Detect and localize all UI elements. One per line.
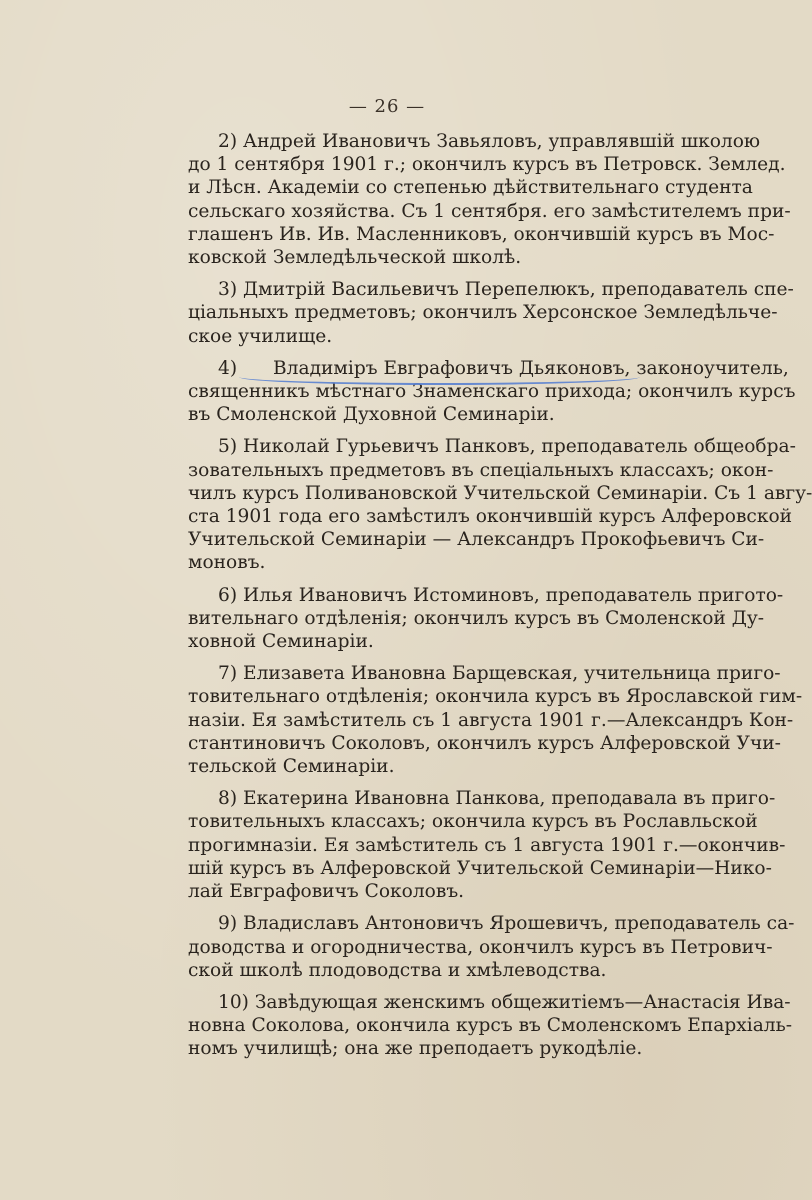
text-line: товительнаго отдѣленія; окончила курсъ въ Ярославской гим- [188, 686, 803, 708]
text-line: ковской Земледѣльческой школѣ. [188, 247, 522, 269]
paragraph-5 [158, 435, 812, 574]
text-line: 6) Илья Ивановичъ Истоминовъ, преподаватель пригото- [218, 584, 784, 606]
text-line: 2) Андрей Ивановичъ Завьяловъ, управлявшій школою [218, 131, 761, 152]
text-line: и Лѣсн. Академіи со степенью дѣйствительнаго студента [188, 177, 753, 199]
paragraph-9 [158, 912, 795, 982]
text-line: ской школѣ плодоводства и хмѣлеводства. [188, 959, 607, 981]
text-line: глашенъ Ив. Ив. Масленниковъ, окончившій курсъ въ Мос- [188, 223, 775, 245]
text-line: ста 1901 года его замѣстилъ окончившій курсъ Алферовской [188, 506, 793, 528]
text-line: 10) Завѣдующая женскимъ общежитіемъ—Анастасія Ива- [218, 991, 791, 1013]
text-line: сельскаго хозяйства. Съ 1 сентября. его замѣстителемъ при- [188, 200, 791, 222]
text-line: 7) Елизавета Ивановна Барщевская, учительница приго- [218, 663, 781, 685]
text-line: 8) Екатерина Ивановна Панкова, преподавала въ приго- [218, 788, 776, 810]
text-line: новна Соколова, окончила курсъ въ Смоленскомъ Епархіаль- [188, 1015, 792, 1037]
text-line: доводства и огородничества, окончилъ курсъ въ Петрович- [188, 936, 773, 958]
text-line: чилъ курсъ Поливановской Учительской Семинаріи. Съ 1 авгу- [188, 482, 812, 504]
text-line: шій курсъ въ Алферовской Учительской Семинаріи—Нико- [188, 857, 772, 879]
text-line: 9) Владиславъ Антоновичъ Ярошевичъ, преподаватель са- [218, 913, 795, 935]
text-line: 3) Дмитрій Васильевичъ Перепелюкъ, преподаватель спе- [218, 279, 794, 301]
text-line: ціальныхъ предметовъ; окончилъ Херсонское Земледѣльче- [188, 302, 778, 324]
underlined-name: Владиміръ Евграфовичъ Дьяконовъ, [243, 357, 630, 380]
text-line: тельской Семинаріи. [188, 756, 395, 778]
text-line: вительнаго отдѣленія; окончилъ курсъ въ Смоленской Ду- [188, 607, 765, 629]
text-line: до 1 сентября 1901 г.; окончилъ курсъ въ Петровск. Землед. [188, 154, 786, 176]
text-line: лай Евграфовичъ Соколовъ. [188, 881, 465, 903]
page-number: — 26 — [348, 96, 426, 117]
paragraph-6 [158, 584, 784, 654]
text-line: назіи. Ея замѣститель съ 1 августа 1901 г.—Александръ Кон- [188, 709, 794, 731]
text-line: 5) Николай Гурьевичъ Панковъ, преподаватель общеобра- [218, 436, 796, 458]
text-line [158, 357, 789, 380]
text-line: зовательныхъ предметовъ въ спеціальныхъ классахъ; окон- [188, 459, 774, 481]
text-line: прогимназіи. Ея замѣститель съ 1 августа 1901 г.—окончив- [188, 834, 786, 856]
text-line: Учительской Семинаріи — Александръ Прокофьевичъ Си- [188, 529, 765, 551]
paragraph-10 [158, 991, 792, 1061]
paragraph-2 [158, 130, 791, 269]
paragraph-4 [158, 357, 796, 427]
paragraph-3 [158, 278, 794, 348]
text-line: ховной Семинаріи. [188, 631, 374, 653]
paragraph-7 [158, 662, 803, 778]
item-number: 4) [218, 357, 238, 379]
text-line: священникъ мѣстнаго Знаменскаго прихода; окончилъ курсъ [188, 381, 796, 403]
paragraph-8 [158, 787, 786, 903]
text-line: моновъ. [188, 552, 266, 574]
text-line: въ Смоленской Духовной Семинаріи. [188, 404, 555, 426]
text-fragment: законоучитель, [636, 357, 789, 379]
text-line: номъ училищѣ; она же преподаетъ рукодѣліе. [188, 1038, 643, 1060]
text-line: ское училище. [188, 325, 333, 347]
body-text [158, 130, 812, 1061]
text-line: стантиновичъ Соколовъ, окончилъ курсъ Алферовской Учи- [188, 732, 781, 754]
text-line: товительныхъ классахъ; окончила курсъ въ Рославльской [188, 811, 758, 833]
